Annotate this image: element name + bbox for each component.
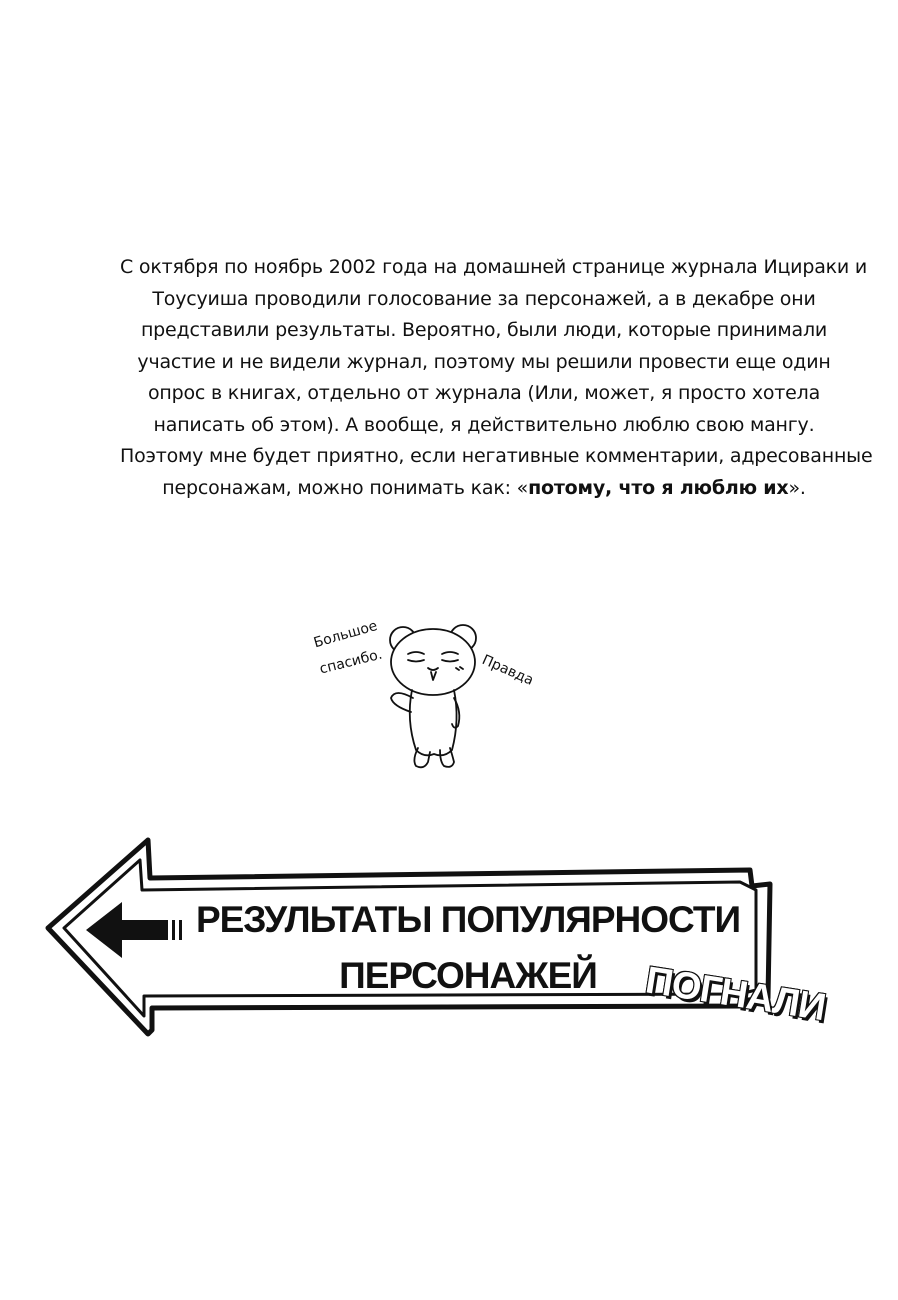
- popularity-results-banner: [40, 830, 828, 1060]
- paragraph-line: участие и не видели журнал, поэтому мы решили провести еще один: [137, 350, 831, 373]
- bear-drawing-icon: [300, 610, 560, 780]
- paragraph-last-line: [120, 473, 848, 505]
- last-line-prefix: персонажам, можно понимать как: «: [162, 476, 529, 499]
- paragraph-line: Поэтому мне будет приятно, если негативные комментарии, адресованные: [120, 445, 873, 467]
- truly-note: Правда: [479, 652, 536, 689]
- last-line-emphasis: потому, что я люблю их: [528, 476, 789, 499]
- intro-paragraph: [120, 252, 873, 504]
- thanks-note-line-2: спасибо.: [318, 646, 384, 678]
- paragraph-line: представили результаты. Вероятно, были люди, которые принимали: [140, 319, 828, 341]
- banner-title-line-2: ПЕРСОНАЖЕЙ: [339, 955, 597, 996]
- paragraph-line: опрос в книгах, отдельно от журнала (Или, может, я просто хотела: [147, 382, 821, 404]
- thanks-note-line-1: Большое: [312, 617, 380, 652]
- go-badge-label: ПОГНАЛИ: [642, 959, 828, 1030]
- paragraph-line: Тоусуиша проводили голосование за персонажей, а в декабре они: [152, 287, 816, 310]
- bear-illustration: [300, 610, 560, 780]
- paragraph-line: написать об этом). А вообще, я действительно люблю свою мангу.: [153, 413, 815, 436]
- banner-title-line-1: РЕЗУЛЬТАТЫ ПОПУЛЯРНОСТИ: [195, 899, 741, 940]
- paragraph-line: С октября по ноябрь 2002 года на домашней странице журнала Ицираки и: [120, 256, 868, 278]
- last-line-suffix: ».: [788, 476, 806, 499]
